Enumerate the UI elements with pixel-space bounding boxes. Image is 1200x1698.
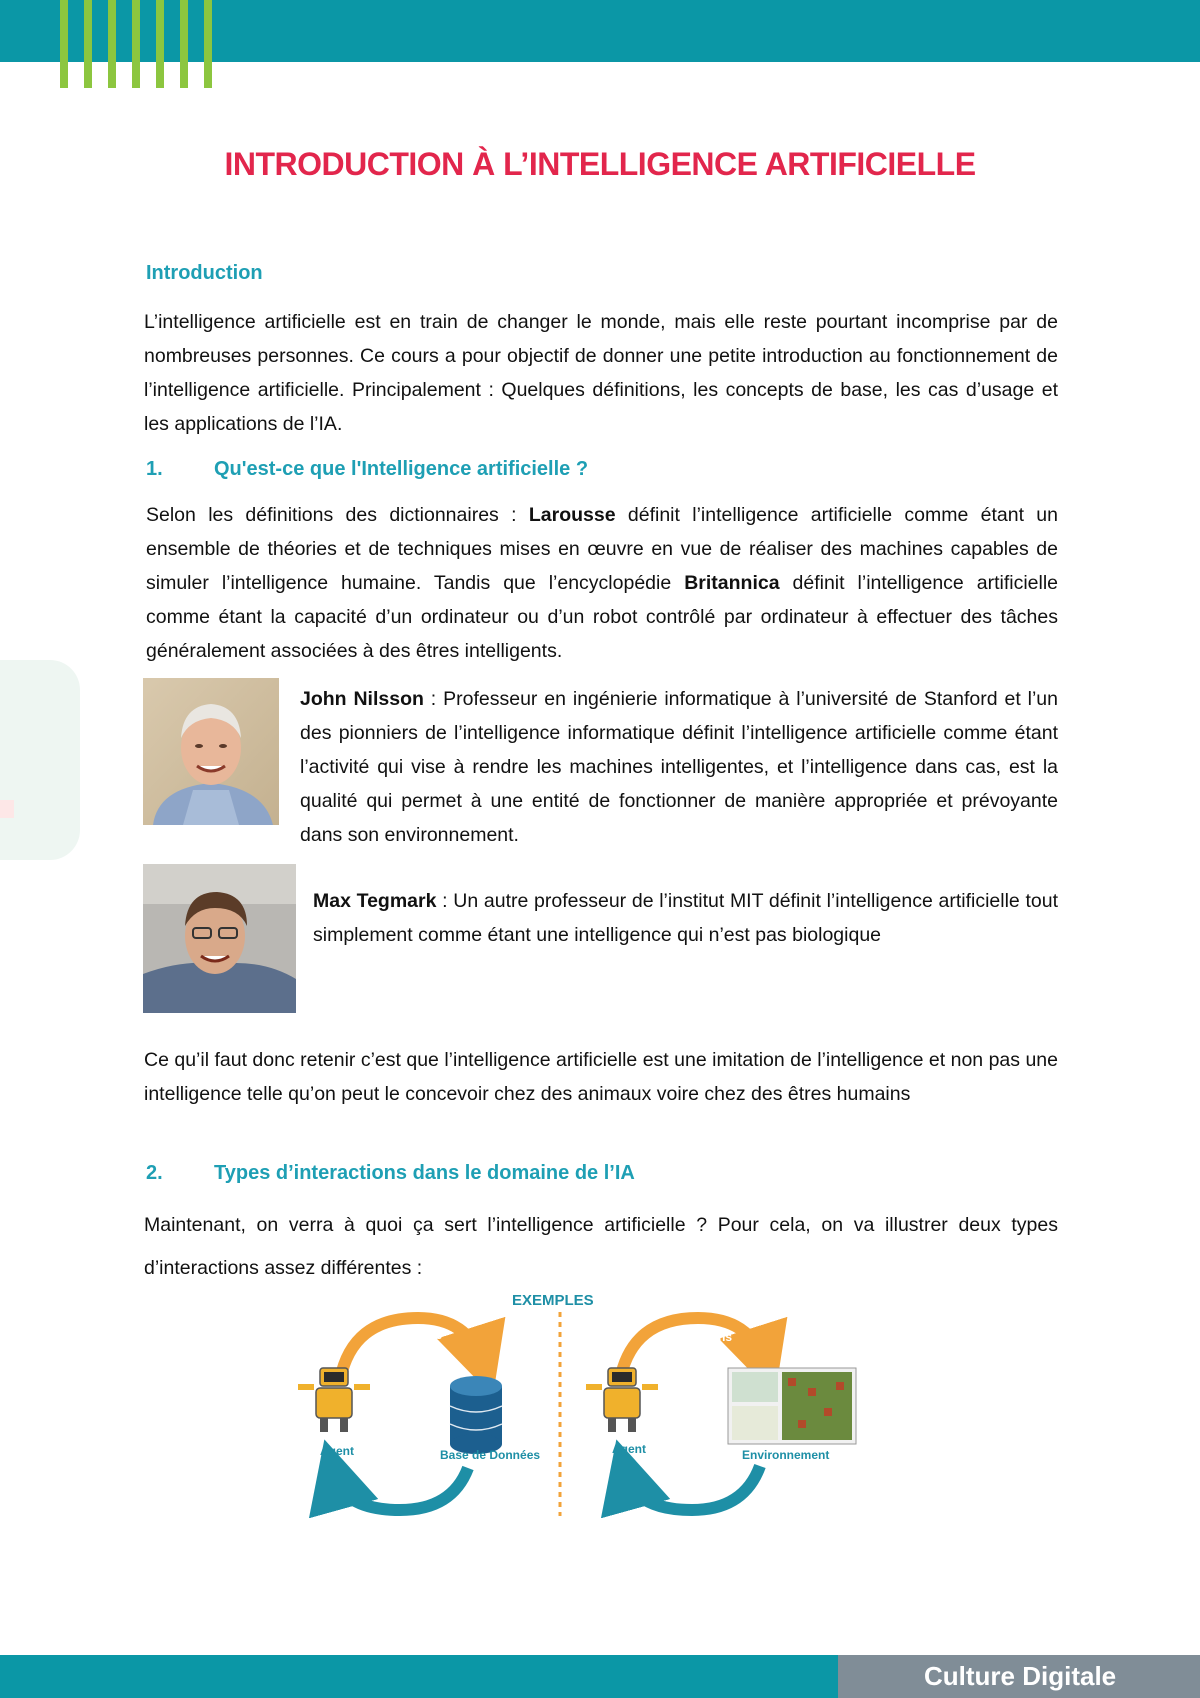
britannica-label: Britannica xyxy=(684,572,780,594)
conclusion-paragraph: Ce qu’il faut donc retenir c’est que l’intelligence artificielle est une imitation de l’intelligence et non pas une intelligence telle qu’on peut le concevoir chez des animaux voire chez des êtres humains xyxy=(144,1049,1058,1105)
header-stripes xyxy=(60,0,230,88)
max-tegmark-photo xyxy=(143,864,296,1013)
diagram-right-top-label: Actions xyxy=(688,1330,733,1344)
nilsson-name: John Nilsson xyxy=(300,688,424,710)
page-title: INTRODUCTION À L’INTELLIGENCE ARTIFICIELLE xyxy=(224,146,976,182)
diagram-left-top-label: Résultats xyxy=(388,1328,443,1342)
diagram-right-agent-label: Agent xyxy=(612,1442,646,1456)
footer-brand: Culture Digitale xyxy=(838,1655,1200,1698)
diagram-title: EXEMPLES xyxy=(512,1292,594,1309)
diagram-right-bottom-label: Etats xyxy=(694,1480,724,1494)
background-watermark-accent xyxy=(0,800,14,818)
larousse-label: Larousse xyxy=(528,504,616,526)
diagram-right-target-label: Environnement xyxy=(742,1448,830,1462)
diagram-left-target-label: Base de Données xyxy=(440,1448,541,1462)
introduction-paragraph: L’intelligence artificielle est en train de changer le monde, mais elle reste pourtant incomprise par de nombreuses personnes. Ce cours a pour objectif de donner une petite introduction au fonctionnement de l’intelligence artificielle. Principalement : Quelques définitions, les concepts de base, les cas d’usage et les applications de l’IA. xyxy=(144,311,1058,435)
diagram-left-agent-label: Agent xyxy=(320,1444,354,1458)
interactions-paragraph: Maintenant, on verra à quoi ça sert l’intelligence artificielle ? Pour cela, on va illustrer deux types d’interactions assez différentes : xyxy=(144,1214,1058,1279)
section-2-title: Types d’interactions dans le domaine de l’IA xyxy=(214,1162,635,1184)
tegmark-paragraph: Max Tegmark : Un autre professeur de l’institut MIT définit l’intelligence artificielle tout simplement comme étant une intelligence qui n’est pas biologique xyxy=(313,890,1058,946)
definitions-paragraph: Selon les définitions des dictionnaires : Larousse définit l’intelligence artificielle comme étant un ensemble de théories et de techniques mises en œuvre en vue de réaliser des machines capables de simuler l’intelligence humaine. Tandis que l’encyclopédie Britannica définit l’intelligence artificielle comme étant la capacité d’un ordinateur ou d’un robot contrôlé par ordinateur à effectuer des tâches généralement associées à des êtres intelligents. xyxy=(146,504,1059,662)
section-1-heading xyxy=(146,458,588,481)
nilsson-paragraph: John Nilsson : Professeur en ingénierie informatique à l’université de Stanford et l’un des pionniers de l’intelligence informatique définit l’intelligence artificielle comme étant l’activité qui vise à rendre les machines intelligentes, et l’intelligence dans cas, est la qualité qui permet à une entité de fonctionner de manière appropriée et prévoyante dans son environnement. xyxy=(300,688,1058,846)
section-1-number: 1. xyxy=(146,458,163,480)
john-nilsson-photo xyxy=(143,678,279,825)
background-watermark xyxy=(0,660,80,860)
introduction-heading: Introduction xyxy=(146,262,263,284)
section-2-heading xyxy=(146,1162,635,1185)
footer-band xyxy=(0,1655,838,1698)
section-1-title: Qu'est-ce que l'Intelligence artificielle ? xyxy=(214,458,589,480)
interaction-diagram xyxy=(290,1288,870,1520)
tegmark-name: Max Tegmark xyxy=(313,890,437,912)
section-2-number: 2. xyxy=(146,1162,163,1184)
diagram-left-bottom-label: Données xyxy=(384,1484,435,1498)
